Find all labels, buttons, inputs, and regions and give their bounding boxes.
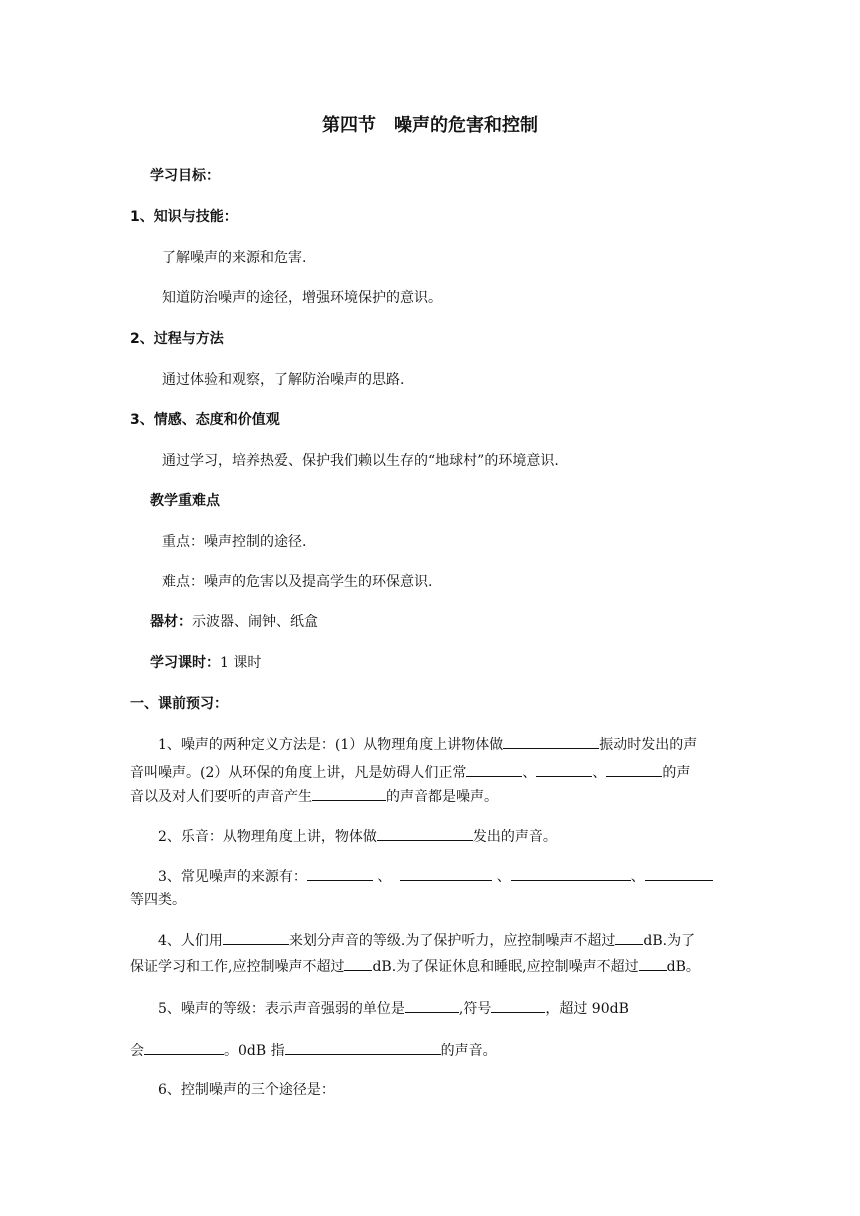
answer-blank bbox=[491, 998, 545, 1013]
answer-blank bbox=[536, 762, 592, 777]
question-text: 、 bbox=[592, 765, 607, 781]
question-6: 6、控制噪声的三个途径是： bbox=[158, 1082, 335, 1098]
hours-label: 学习课时： bbox=[150, 655, 220, 671]
question-1-line-1 bbox=[158, 734, 697, 755]
key-points-heading: 教学重难点 bbox=[150, 493, 220, 509]
question-text: 的声音。 bbox=[440, 1043, 497, 1059]
question-text: 音以及对人们要听的声音产生 bbox=[130, 789, 312, 805]
objectives-heading: 学习目标： bbox=[150, 168, 220, 184]
section-1-line-1: 了解噪声的来源和危害. bbox=[162, 250, 307, 266]
hours-value: 1 课时 bbox=[220, 655, 262, 671]
answer-blank bbox=[606, 762, 662, 777]
question-5-line-2 bbox=[130, 1040, 497, 1061]
answer-blank bbox=[312, 786, 386, 801]
preview-heading: 一、课前预习： bbox=[130, 696, 228, 712]
materials-line bbox=[150, 612, 318, 632]
question-text: 的声音都是噪声。 bbox=[386, 789, 498, 805]
answer-blank bbox=[223, 930, 289, 945]
question-text: ，超过 90dB bbox=[545, 1001, 629, 1017]
question-text: 、 bbox=[522, 765, 537, 781]
section-3-heading: 3、情感、态度和价值观 bbox=[130, 412, 280, 428]
question-text: dB.为了保证休息和睡眠,应控制噪声不超过 bbox=[372, 959, 639, 975]
answer-blank bbox=[466, 762, 522, 777]
page-title: 第四节 噪声的危害和控制 bbox=[322, 115, 538, 136]
answer-blank bbox=[285, 1040, 441, 1055]
answer-blank bbox=[405, 998, 459, 1013]
question-text: 会 bbox=[130, 1043, 144, 1059]
question-text: 来划分声音的等级.为了保护听力，应控制噪声不超过 bbox=[288, 933, 616, 949]
question-text: 2、乐音：从物理角度上讲，物体做 bbox=[158, 829, 377, 845]
question-text: 4、人们用 bbox=[158, 933, 223, 949]
answer-blank bbox=[144, 1040, 224, 1055]
question-text: 1、噪声的两种定义方法是：(1）从物理角度上讲物体做 bbox=[158, 737, 504, 753]
section-1-heading: 1、知识与技能： bbox=[130, 209, 238, 225]
hours-line bbox=[150, 653, 261, 673]
question-text: dB.为了 bbox=[643, 933, 696, 949]
answer-blank bbox=[503, 734, 599, 749]
question-text: 、 bbox=[377, 869, 392, 885]
question-4-line-1 bbox=[158, 930, 695, 951]
question-text: 振动时发出的声 bbox=[599, 737, 698, 753]
section-2-heading: 2、过程与方法 bbox=[130, 331, 224, 347]
answer-blank bbox=[511, 866, 631, 881]
materials-label: 器材： bbox=[150, 614, 192, 630]
focus-point: 重点：噪声控制的途径. bbox=[162, 534, 307, 550]
question-text: 。0dB 指 bbox=[224, 1043, 285, 1059]
question-text: 、 bbox=[630, 869, 645, 885]
question-text: 的声 bbox=[662, 765, 691, 781]
question-5-line-1 bbox=[158, 998, 629, 1019]
question-3-line-1 bbox=[158, 866, 713, 887]
question-text: 3、常见噪声的来源有： bbox=[158, 869, 307, 885]
answer-blank bbox=[645, 866, 713, 881]
question-2 bbox=[158, 826, 557, 847]
question-text: dB。 bbox=[666, 959, 700, 975]
question-1-line-2 bbox=[130, 762, 690, 783]
section-3-line-1: 通过学习，培养热爱、保护我们赖以生存的“地球村”的环境意识. bbox=[162, 453, 559, 469]
question-3-line-2: 等四类。 bbox=[130, 892, 186, 908]
section-2-line-1: 通过体验和观察，了解防治噪声的思路. bbox=[162, 372, 405, 388]
question-text: 5、噪声的等级：表示声音强弱的单位是 bbox=[158, 1001, 405, 1017]
question-text: 发出的声音。 bbox=[472, 829, 557, 845]
answer-blank bbox=[400, 866, 492, 881]
answer-blank bbox=[639, 956, 667, 971]
answer-blank bbox=[307, 866, 373, 881]
materials-value: 示波器、闹钟、纸盒 bbox=[192, 614, 318, 630]
answer-blank bbox=[344, 956, 372, 971]
question-text: 音叫噪声。(2）从环保的角度上讲，凡是妨碍人们正常 bbox=[130, 765, 467, 781]
answer-blank bbox=[377, 826, 473, 841]
difficulty-point: 难点：噪声的危害以及提高学生的环保意识. bbox=[162, 574, 433, 590]
question-1-line-3 bbox=[130, 786, 498, 807]
question-text: ,符号 bbox=[458, 1001, 492, 1017]
question-4-line-2 bbox=[130, 956, 700, 977]
section-1-line-2: 知道防治噪声的途径，增强环境保护的意识。 bbox=[162, 290, 442, 306]
question-text: 保证学习和工作,应控制噪声不超过 bbox=[130, 959, 345, 975]
answer-blank bbox=[615, 930, 643, 945]
question-text: 、 bbox=[496, 869, 511, 885]
